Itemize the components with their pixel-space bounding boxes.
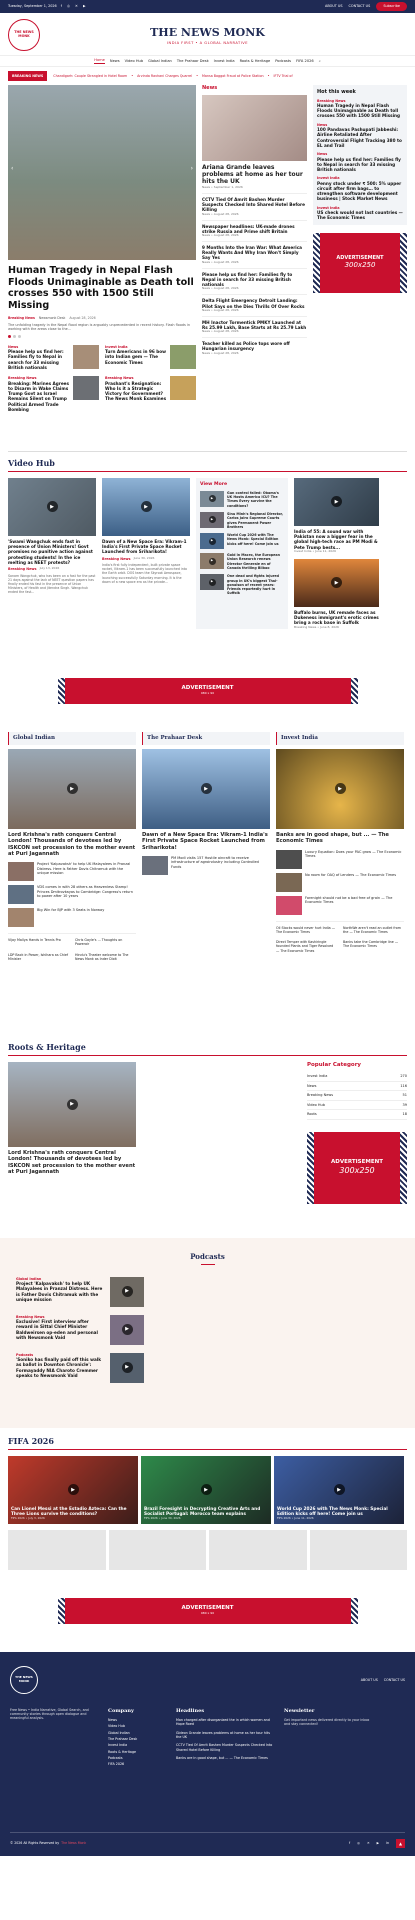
nav-roots-heritage[interactable]: Roots & Heritage bbox=[239, 58, 271, 63]
list-item[interactable] bbox=[105, 376, 196, 412]
roots-lead-image[interactable] bbox=[8, 1062, 136, 1147]
nav-fifa[interactable]: FIFA 2026 bbox=[296, 58, 314, 63]
ad-label: ADVERTISEMENT bbox=[336, 254, 384, 261]
footer-company-heading: Company bbox=[108, 1707, 134, 1714]
ticker-item[interactable]: IFTV Trial of bbox=[273, 73, 293, 78]
item-title[interactable]: Exclusive! First interview after reward in Sittal Chief Minister Baldweirsen op-eden and personal with Newsmonk Vaid bbox=[16, 1319, 98, 1340]
thumb[interactable] bbox=[142, 856, 168, 875]
thumb[interactable] bbox=[170, 345, 196, 369]
fifa-section bbox=[0, 1428, 415, 1578]
side-advertisement[interactable] bbox=[313, 233, 407, 293]
item-title[interactable]: US check would not last countries — The Economic Times bbox=[317, 210, 403, 221]
video-hub-section bbox=[0, 458, 415, 678]
list-item[interactable] bbox=[202, 316, 307, 337]
thumb[interactable] bbox=[8, 885, 34, 904]
slider-dots[interactable] bbox=[8, 335, 196, 338]
video-thumb[interactable] bbox=[8, 478, 96, 536]
top-bar bbox=[0, 0, 415, 13]
site-tagline: INDIA FIRST • A GLOBAL NARRATIVE bbox=[167, 41, 248, 46]
hero-title[interactable]: Human Tragedy in Nepal Flash Floods Unimaginable as Death toll crosses 550 with 1500 Still Missing bbox=[8, 265, 194, 312]
list-item[interactable] bbox=[8, 862, 136, 881]
item-title[interactable]: VDS comes in with 28 others as Heavenless Stamp! Princes Dmitrovkayas to Cambridge: Congress's return to power after 10 years bbox=[37, 885, 133, 899]
footer-newsletter-heading: Newsletter bbox=[284, 1707, 315, 1714]
news-lead-meta: News • September 1, 2026 bbox=[202, 185, 243, 190]
hero-author: Newsmonk Desk bbox=[38, 315, 66, 320]
footer-headline[interactable]: CCTV Tied Of Amrit Bashen Murder Suspects Checked Into Shared Hotel Before Killing bbox=[176, 1743, 273, 1752]
list-item[interactable] bbox=[202, 268, 307, 295]
footer-headlines-heading: Headlines bbox=[176, 1707, 205, 1714]
tri-column-section bbox=[0, 732, 415, 1042]
grid-item[interactable]: Hindu's Theater welcome to The News Monk as Inder Dixit bbox=[75, 952, 129, 962]
social-icons: f ◎ ✕ ▶ bbox=[60, 4, 88, 9]
list-item[interactable] bbox=[105, 345, 196, 370]
thumb[interactable] bbox=[73, 345, 99, 369]
popular-heading: Popular Category bbox=[307, 1061, 362, 1068]
placeholder-card bbox=[310, 1530, 408, 1570]
item-title[interactable]: Teacher killed as Police tops wore off Hungarian insurgency bbox=[202, 341, 290, 352]
item-title[interactable]: No room for OAQ of Lenders — The Economic Times bbox=[305, 872, 397, 877]
play-icon[interactable]: ▶ bbox=[209, 516, 216, 523]
banner-advertisement[interactable] bbox=[58, 678, 358, 704]
category-count: 51 bbox=[402, 1093, 407, 1098]
list-item[interactable] bbox=[317, 99, 403, 119]
item-title[interactable]: Gun control failed: Obama's UK Hosts America ICU? The Times Every survive the conditions? bbox=[227, 490, 279, 508]
news-column bbox=[202, 85, 307, 445]
item-title[interactable]: Penny stock under ₹ 500: 5% upper circuit after firm bags… to strengthen software development business | Stock Market News bbox=[317, 180, 402, 202]
video-card[interactable] bbox=[8, 478, 96, 630]
category-name[interactable]: Breaking News bbox=[307, 1093, 334, 1098]
column-lead-image[interactable] bbox=[142, 749, 270, 829]
play-icon[interactable]: ▶ bbox=[331, 496, 342, 507]
category-row[interactable] bbox=[307, 1091, 407, 1101]
placeholder-card bbox=[209, 1530, 307, 1570]
list-item[interactable] bbox=[200, 553, 284, 570]
item-title[interactable]: Human Tragedy in Nepal Flash Floods Unimaginable as Death toll crosses 550 with 1500 Still Missing bbox=[317, 102, 401, 119]
list-item[interactable] bbox=[8, 345, 99, 370]
column-heading[interactable]: Invest India bbox=[276, 732, 404, 745]
main-nav bbox=[0, 55, 415, 67]
list-item[interactable] bbox=[200, 533, 284, 549]
instagram-icon[interactable]: ◎ bbox=[357, 1841, 360, 1846]
item-title[interactable]: Please help us find her: Families fly to Nepal in search for 33 missing British nationals bbox=[202, 271, 293, 288]
view-more-heading[interactable]: View More bbox=[200, 481, 228, 487]
item-meta: News • August 28, 2026 bbox=[202, 307, 239, 312]
view-more-box bbox=[196, 478, 288, 630]
video-tag[interactable]: Breaking News bbox=[102, 556, 131, 561]
ad-label: ADVERTISEMENT bbox=[331, 1158, 383, 1165]
grid-item[interactable]: LDP Back in Power, Ishihara as Chief Minister bbox=[8, 952, 69, 962]
global-indian-column bbox=[8, 732, 136, 1042]
video-thumb[interactable] bbox=[294, 559, 379, 607]
item-tag: Breaking News bbox=[16, 1314, 45, 1319]
item-title[interactable]: Please help us find her: Families fly to Nepal in search for 33 missing British nationals bbox=[8, 349, 64, 370]
fifa-heading[interactable]: FIFA 2026 bbox=[8, 1435, 54, 1446]
list-item[interactable] bbox=[317, 152, 403, 172]
column-lead-image[interactable] bbox=[8, 749, 136, 829]
video-excerpt: Sonam Wangchuk, who has been on a fast for the past 21 days against the lack of NEET question papers has finally ended his fast in the presence of Union Ministers, of Health and Jitendra Singh. Wangchuk ended the fast... bbox=[8, 573, 96, 595]
thumb[interactable] bbox=[8, 908, 34, 927]
thumb[interactable] bbox=[200, 553, 224, 569]
item-title[interactable]: CCTV Tied Of Amrit Bashen Murder Suspects Checked Into Shared Hotel Before Killing bbox=[202, 196, 305, 213]
item-title[interactable]: PM Modi visits 157 Hostile aircraft to receive infrastructure of agroindustry including Controlled Funds bbox=[171, 855, 259, 869]
category-count: 270 bbox=[400, 1074, 407, 1079]
video-meta: Invest India • June 11, 2026 bbox=[294, 548, 336, 553]
list-item[interactable] bbox=[8, 885, 136, 904]
item-tag: Global Indian bbox=[16, 1276, 42, 1281]
item-title[interactable]: 'Soniko has finally paid off this walk as ballot in Downton Chronicle': Formayaddy NIA Charoto Cremmer speaks to Newsmonk Vaid bbox=[16, 1357, 102, 1378]
list-item[interactable] bbox=[317, 206, 403, 221]
breaking-ticker: BREAKING NEWS Chandigarh: Couple Strangled in Hotel Room • Arvinda Ravhani Charges Quarrel • Mansa Baggot Fraud at Police Station • IFTV Trial of bbox=[0, 71, 415, 81]
nav-invest-india[interactable]: Invest India bbox=[213, 58, 235, 63]
category-row[interactable] bbox=[307, 1082, 407, 1092]
invest-india-column bbox=[276, 732, 404, 1042]
category-count: 116 bbox=[400, 1083, 407, 1088]
podcast-item[interactable] bbox=[16, 1277, 144, 1307]
item-meta: News • August 28, 2026 bbox=[202, 329, 239, 334]
list-item[interactable] bbox=[200, 491, 284, 508]
item-title[interactable]: Turn Americans in 96 bow into Indian gem — The Economic Times bbox=[105, 349, 166, 365]
podcasts-heading[interactable]: Podcasts bbox=[190, 1251, 225, 1261]
column-heading[interactable]: The Prahaar Desk bbox=[142, 732, 270, 745]
list-item[interactable] bbox=[202, 220, 307, 241]
ad-label: ADVERTISEMENT bbox=[181, 685, 234, 692]
play-icon[interactable]: ▶ bbox=[209, 558, 216, 565]
list-item[interactable] bbox=[202, 337, 307, 358]
hot-column bbox=[313, 85, 407, 445]
footer-link-about[interactable]: ABOUT US bbox=[360, 1677, 378, 1682]
back-to-top-button[interactable]: ▲ bbox=[396, 1839, 405, 1848]
column-lead-image[interactable] bbox=[276, 749, 404, 829]
roots-heading[interactable]: Roots & Heritage bbox=[8, 1041, 86, 1052]
play-icon[interactable]: ▶ bbox=[122, 1324, 133, 1335]
thumb[interactable] bbox=[276, 873, 302, 892]
video-hub-heading[interactable]: Video Hub bbox=[8, 457, 55, 468]
list-item[interactable] bbox=[317, 176, 403, 201]
ad-size: 980 x 90 bbox=[200, 1611, 215, 1616]
video-title[interactable]: Dawn of a New Space Era: Vikram-1 India's First Private Space Rocket Launched from Sriharikota! bbox=[102, 538, 187, 555]
news-heading[interactable]: News bbox=[202, 85, 218, 91]
video-excerpt: India's first fully independent, built private space rocket, Vikram-1 has been successfully launched into the Earth orbit. DOS team the Skyroot Aerospace, launching successfully Saturday morning. It is the dawn of a new space era as the private... bbox=[102, 563, 187, 584]
podcast-item[interactable] bbox=[16, 1315, 144, 1345]
item-title[interactable]: Prashant's Resignation: Who Is it a Strategic Victory for Government? The News Monk Examines bbox=[105, 380, 167, 402]
footer-logo[interactable] bbox=[10, 1666, 38, 1694]
prahaar-desk-column bbox=[142, 732, 270, 1042]
thumb[interactable] bbox=[200, 512, 224, 528]
footer-link[interactable]: News bbox=[108, 1718, 117, 1723]
fifa-card[interactable] bbox=[274, 1456, 404, 1524]
list-item[interactable] bbox=[8, 376, 99, 412]
item-title[interactable]: Sinu Minh's Regional Director, Carlos Jairo Supreme Courts gives Permanent Power Brothers bbox=[227, 511, 283, 529]
item-title[interactable]: World Cup 2026 with The News Monk: Special Edition kicks off here! Come join us bbox=[227, 533, 279, 546]
arrow-right-icon[interactable]: › bbox=[190, 165, 193, 172]
top-link-about[interactable]: ABOUT US bbox=[325, 4, 343, 9]
item-tag: Invest India bbox=[317, 176, 340, 181]
thumb[interactable] bbox=[8, 862, 34, 881]
thumb[interactable] bbox=[200, 574, 224, 590]
hot-heading: Hot this week bbox=[317, 89, 356, 95]
play-icon[interactable]: ▶ bbox=[209, 579, 216, 586]
nav-global-indian[interactable]: Global Indian bbox=[148, 58, 172, 63]
video-meta: Breaking News • June 8, 2026 bbox=[294, 624, 339, 629]
nav-prahaar-desk[interactable]: The Prahaar Desk bbox=[176, 58, 209, 63]
video-date: July 13, 2026 bbox=[39, 566, 60, 571]
x-icon[interactable]: ✕ bbox=[366, 1841, 370, 1846]
play-icon[interactable]: ▶ bbox=[122, 1286, 133, 1297]
list-item[interactable] bbox=[8, 908, 136, 927]
news-lead-image[interactable] bbox=[202, 95, 307, 161]
play-icon[interactable]: ▶ bbox=[201, 783, 212, 794]
play-icon[interactable]: ▶ bbox=[334, 1484, 345, 1495]
category-name[interactable]: Invest India bbox=[307, 1074, 328, 1079]
site-title[interactable]: THE NEWS MONK bbox=[150, 26, 265, 39]
play-icon[interactable]: ▶ bbox=[67, 1099, 78, 1110]
item-tag: Breaking News bbox=[105, 376, 134, 381]
header bbox=[0, 13, 415, 55]
copyright-brand[interactable]: The News Monk bbox=[61, 1841, 87, 1846]
list-item[interactable] bbox=[276, 850, 404, 869]
hero-category[interactable]: Breaking News bbox=[8, 315, 35, 320]
video-title[interactable]: Buffalo burns, UK remade faces as Dukeness immigrant's erotic crimes bring a rock base in Suffolk bbox=[294, 609, 379, 626]
item-title[interactable]: One dead and fights injured group in UK's biggest Thai-gonalson of recent years: Friends reportedly hurt in Suffolk bbox=[227, 574, 279, 596]
facebook-icon[interactable]: f bbox=[349, 1841, 351, 1846]
item-title[interactable]: Breaking: Marines Agrees to Disarm in Wake Claims Trump Govt as Israel Remains Silent on Trump Political Armed Trade Bombing bbox=[8, 380, 69, 412]
fifa-title[interactable]: Brazil Foresight in Decrypting Creative Arts and Socialist Portugal: Morocco team explains bbox=[144, 1506, 261, 1518]
play-icon[interactable]: ▶ bbox=[141, 501, 152, 512]
column-heading[interactable]: Global Indian bbox=[8, 732, 136, 745]
item-tag: Invest India bbox=[317, 205, 340, 210]
footer-link[interactable]: Global Indian bbox=[108, 1730, 130, 1735]
thumb[interactable] bbox=[170, 376, 196, 400]
fifa-title[interactable]: Can Lionel Messi at the Estadio Azteca: Can the Three Lions survive the conditions? bbox=[11, 1506, 127, 1518]
ticker-label: BREAKING NEWS bbox=[8, 71, 47, 80]
footer-headline[interactable]: Man charged after disorganized the in which women and Hope Roed bbox=[176, 1718, 270, 1727]
grid-item[interactable]: Vijay Mallya Hands in Tennis Pro bbox=[8, 938, 61, 943]
logo-text: THE NEWS MONK bbox=[14, 30, 34, 38]
footer-headline[interactable]: Banks are in good shape, but ... — The Economic Times bbox=[176, 1755, 268, 1760]
news-lead-title[interactable]: Ariana Grande leaves problems at home as her tour hits the UK bbox=[202, 163, 303, 185]
footer-link[interactable]: Video Hub bbox=[108, 1724, 125, 1729]
video-card[interactable] bbox=[102, 478, 190, 630]
item-meta: News • August 28, 2026 bbox=[202, 233, 239, 238]
play-icon[interactable]: ▶ bbox=[68, 1484, 79, 1495]
thumb[interactable] bbox=[73, 376, 99, 400]
footer bbox=[0, 1652, 415, 1856]
column-lead-title[interactable]: Banks are in good shape, but ... — The Economic Times bbox=[276, 831, 389, 845]
grid-item[interactable]: Direct Temper with Kashiringle founded Plants and Tiger Resolved — The Economic Times bbox=[276, 940, 334, 953]
play-icon[interactable]: ▶ bbox=[201, 1484, 212, 1495]
footer-link[interactable]: FIFA 2026 bbox=[108, 1762, 125, 1767]
video-title[interactable]: India of 55: A sound war with Pakistan now a bigger fear in the global high-tech race as PM Modi & Pete Trump bests... bbox=[294, 528, 378, 550]
item-title[interactable]: Luxury Equation: Does your PAC grow — The Economic Times bbox=[305, 849, 402, 859]
podcast-thumb[interactable] bbox=[110, 1353, 144, 1383]
video-thumb[interactable] bbox=[102, 478, 190, 536]
thumb[interactable] bbox=[200, 533, 224, 549]
fifa-card[interactable] bbox=[141, 1456, 271, 1524]
footer-link-contact[interactable]: CONTACT US bbox=[383, 1677, 405, 1682]
list-item[interactable] bbox=[276, 873, 404, 892]
item-title[interactable]: Project 'Kalpavaksh' to help UK Malayalees in Pranzal Distress. Here is Father Dovis Chitramuk with the unique mission bbox=[16, 1281, 103, 1302]
item-meta: News • August 28, 2026 bbox=[202, 259, 239, 264]
footer-newsletter-text: Get important news delivered directly to your inbox and stay connected! bbox=[284, 1718, 370, 1727]
play-icon[interactable]: ▶ bbox=[47, 501, 58, 512]
grid-item[interactable]: NorthWe aren't read an outlet from the — The Economic Times bbox=[343, 925, 402, 934]
category-name[interactable]: News bbox=[307, 1083, 317, 1088]
hero-date: August 28, 2026 bbox=[69, 315, 96, 320]
thumb[interactable] bbox=[200, 491, 224, 507]
logo-text: THE NEWS MONK bbox=[15, 1675, 33, 1683]
linkedin-icon[interactable]: in bbox=[386, 1841, 389, 1846]
play-icon[interactable]: ▶ bbox=[335, 783, 346, 794]
category-count: 39 bbox=[402, 1102, 407, 1107]
hero-image[interactable] bbox=[8, 85, 196, 260]
grid-item[interactable]: Oil Stocks would never hurt India — The Economic Times bbox=[276, 925, 336, 934]
item-title[interactable]: Big Win for BJP with 3 Seats in Norway bbox=[37, 908, 105, 913]
youtube-icon[interactable]: ▶ bbox=[376, 1841, 380, 1846]
date-text: Tuesday, September 1, 2026 bbox=[8, 4, 57, 9]
list-item[interactable] bbox=[142, 856, 270, 875]
arrow-left-icon[interactable]: ‹ bbox=[11, 165, 14, 172]
thumb[interactable] bbox=[276, 850, 302, 869]
podcast-thumb[interactable] bbox=[110, 1277, 144, 1307]
fifa-meta: FIFA 2026 • June 11, 2026 bbox=[277, 1516, 314, 1521]
item-title[interactable]: Gold in Macro, the European Union Research renews Director Generale en of Canada thrilling Bilbao bbox=[227, 553, 280, 570]
ticker-item[interactable]: Mansa Baggot Fraud at Police Station bbox=[202, 73, 264, 78]
video-card[interactable] bbox=[294, 559, 379, 630]
ad-size: 300x250 bbox=[344, 261, 376, 270]
item-meta: News • August 28, 2026 bbox=[202, 350, 239, 355]
item-title[interactable]: Project 'Kalpavaksh' to help UK Malayalees in Pranzal Distress. Here is Father Dovis Chitramuk with the unique mission bbox=[37, 862, 131, 876]
podcasts-section bbox=[0, 1238, 415, 1428]
top-link-contact[interactable]: CONTACT US bbox=[348, 4, 371, 9]
list-item[interactable] bbox=[317, 123, 403, 148]
side-advertisement[interactable] bbox=[307, 1132, 407, 1204]
nav-home[interactable]: Home bbox=[94, 58, 105, 63]
item-title[interactable]: 9 Months Into the Iran War: What America Really Wants And Why Iran Won't Simply Say Yes bbox=[202, 244, 303, 261]
ticker-item[interactable]: Arvinda Ravhani Charges Quarrel bbox=[137, 73, 193, 78]
category-row[interactable] bbox=[307, 1110, 407, 1120]
footer-link[interactable]: Roots & Heritage bbox=[108, 1749, 137, 1754]
item-meta: News • August 28, 2026 bbox=[202, 211, 239, 216]
thumb[interactable] bbox=[276, 896, 302, 915]
hero-section bbox=[0, 85, 415, 445]
item-tag: Breaking News bbox=[317, 98, 346, 103]
item-tag: News bbox=[317, 152, 328, 157]
item-tag: News bbox=[317, 122, 328, 127]
play-icon[interactable]: ▶ bbox=[122, 1362, 133, 1373]
ad-label: ADVERTISEMENT bbox=[181, 1605, 234, 1612]
hero-excerpt: The unfolding tragedy in the Nepal flood region is arguably unprecedented in recent history. Flash floods in working with the areas close to the... bbox=[8, 322, 190, 332]
item-title[interactable]: 100 Pandavas Pashupati Jabbeshi: Airline Retaliated After Controversial Flight Tracking 380 to EL and Trail bbox=[317, 127, 402, 148]
podcast-thumb[interactable] bbox=[110, 1315, 144, 1345]
list-item[interactable] bbox=[202, 241, 307, 268]
item-title[interactable]: Delta Flight Emergency Detroit Landing: Pilot Says on the Dies Thrills Of Over Rocks bbox=[202, 298, 305, 309]
category-row[interactable] bbox=[307, 1101, 407, 1111]
video-title[interactable]: 'Swami Wangchuk ends fast in presence of Union Ministers! Govt promises no punitive action against protesting students! In the ice melting as NEET protests? bbox=[8, 538, 93, 565]
subscribe-button[interactable]: Subscribe bbox=[376, 2, 407, 10]
footer-headline[interactable]: Gideon Grande leaves problems at home as her tour hits the UK bbox=[176, 1730, 270, 1740]
item-title[interactable]: Please help us find her: Families fly to Nepal in search for 33 missing British nationals bbox=[317, 156, 401, 173]
item-tag: Podcasts bbox=[16, 1352, 34, 1357]
play-icon[interactable]: ▶ bbox=[331, 577, 342, 588]
play-icon[interactable]: ▶ bbox=[67, 783, 78, 794]
item-title[interactable]: Forenight should not be a bad free of grain — The Economic Times bbox=[305, 895, 393, 905]
item-tag: Invest India bbox=[105, 344, 128, 349]
list-item[interactable] bbox=[202, 294, 307, 315]
roots-lead-title[interactable]: Lord Krishna's rath conquers Central London! Thousands of devotees led by ISKCON set procession to the mother event at Puri Jagannath bbox=[8, 1149, 136, 1175]
podcast-item[interactable] bbox=[16, 1353, 144, 1383]
column-lead-title[interactable]: Lord Krishna's rath conquers Central London! Thousands of devotees led by ISKCON set procession to the mother event at Puri Jagannath bbox=[8, 831, 136, 857]
search-icon[interactable]: ⌕ bbox=[318, 58, 321, 63]
category-name[interactable]: Video Hub bbox=[307, 1102, 325, 1107]
ad-size: 980 x 90 bbox=[200, 691, 215, 696]
banner-advertisement[interactable] bbox=[58, 1598, 358, 1624]
ticker-item[interactable]: Chandigarh: Couple Strangled in Hotel Room bbox=[53, 73, 128, 78]
play-icon[interactable]: ▶ bbox=[209, 538, 216, 545]
video-date: June 30, 2026 bbox=[133, 555, 155, 560]
category-name[interactable]: Roots bbox=[307, 1112, 317, 1117]
video-tag[interactable]: Breaking News bbox=[8, 567, 37, 572]
list-item[interactable] bbox=[276, 896, 404, 915]
fifa-meta: FIFA 2026 • June 30, 2026 bbox=[144, 1516, 181, 1521]
item-tag: Breaking News bbox=[8, 376, 37, 381]
category-count: 18 bbox=[402, 1112, 407, 1117]
ad-size: 300x250 bbox=[339, 1166, 375, 1176]
item-title[interactable]: MH Inactor Tormentick PMKY Launched at Rs 25.99 Lakh, Base Starts at Rs 25.79 Lakh bbox=[202, 319, 307, 330]
item-title[interactable]: Newspaper headlines: UK-made drones strike Russia and Prime shift Britain bbox=[202, 223, 295, 234]
list-item[interactable] bbox=[202, 193, 307, 220]
footer-link[interactable]: The Prahaar Desk bbox=[108, 1737, 138, 1742]
footer-link[interactable]: Podcasts bbox=[108, 1755, 123, 1760]
fifa-meta: FIFA 2026 • July 3, 2026 bbox=[11, 1516, 45, 1521]
grid-item[interactable]: Banks take the Cambridge line — The Economic Times bbox=[343, 940, 399, 949]
placeholder-card bbox=[8, 1530, 106, 1570]
sub-grid bbox=[8, 345, 196, 412]
footer-link[interactable]: Invest India bbox=[108, 1743, 128, 1748]
copyright-text: © 2026 All Rights Reserved by bbox=[10, 1841, 60, 1846]
placeholder-card bbox=[109, 1530, 207, 1570]
category-row[interactable] bbox=[307, 1072, 407, 1082]
item-meta: News • August 28, 2026 bbox=[202, 286, 239, 291]
item-tag: News bbox=[8, 344, 19, 349]
play-icon[interactable]: ▶ bbox=[209, 495, 216, 502]
nav-news[interactable]: News bbox=[109, 58, 120, 63]
column-lead-title[interactable]: Dawn of a New Space Era: Vikram-1 India's First Private Space Rocket Launched from Sriharikota! bbox=[142, 831, 268, 851]
roots-section bbox=[0, 1042, 415, 1232]
nav-podcasts[interactable]: Podcasts bbox=[275, 58, 292, 63]
fifa-title[interactable]: World Cup 2026 with The News Monk: Special Edition kicks off here! Come join us bbox=[277, 1506, 388, 1518]
video-thumb[interactable] bbox=[294, 478, 379, 526]
footer-about: Free News • India Narrative, Global Search, and community stories through open dialogue and meaningful analysis. bbox=[10, 1707, 89, 1721]
nav-video-hub[interactable]: Video Hub bbox=[124, 58, 144, 63]
fifa-card[interactable] bbox=[8, 1456, 138, 1524]
list-item[interactable] bbox=[200, 512, 284, 529]
grid-item[interactable]: Chris Gayle's ... Thoughts on Powerair bbox=[75, 938, 123, 947]
video-card[interactable] bbox=[294, 478, 379, 554]
list-item[interactable] bbox=[200, 574, 284, 595]
